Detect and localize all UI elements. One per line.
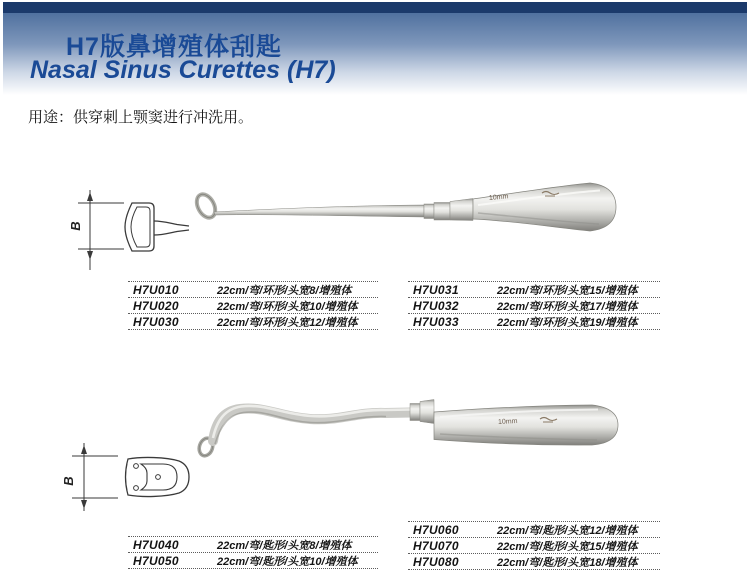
table-row: [408, 281, 660, 297]
table-row: [128, 297, 378, 313]
fork-line-bottom: [154, 230, 189, 235]
tip-hole-bottom: [134, 486, 139, 491]
catalog-code: H7U030: [133, 314, 179, 329]
instrument-photo-ring-curette: [193, 183, 616, 231]
catalog-spec: 22cm/弯/匙形/头宽12/增殖体: [497, 524, 638, 537]
catalog-spec: 22cm/弯/环形/头宽10/增殖体: [217, 300, 358, 313]
catalog-spec: 22cm/弯/匙形/头宽10/增殖体: [217, 555, 358, 568]
dimension-label: B: [61, 476, 76, 486]
header-navy-bar: [3, 2, 747, 13]
table-row: [408, 521, 660, 537]
fork-line-top: [154, 221, 189, 226]
catalog-code: H7U040: [133, 537, 179, 552]
catalog-code: H7U033: [413, 314, 459, 329]
table-row: [128, 552, 378, 568]
catalog-table-top-left: [128, 281, 378, 330]
collar-cone: [450, 199, 473, 221]
table-row: [128, 281, 378, 297]
tip-inner-slot: [141, 464, 177, 490]
page-title-chinese: H7版鼻增殖体刮匙: [66, 33, 282, 61]
table-row: [408, 313, 660, 329]
catalog-code: H7U080: [413, 554, 459, 569]
arrow-down-icon: [87, 251, 93, 260]
catalog-spec: 22cm/弯/匙形/头宽15/增殖体: [497, 540, 638, 553]
catalog-table-top-right: [408, 281, 660, 330]
dimension-drawing-spoon-tip: [72, 443, 189, 511]
catalog-code: H7U010: [133, 282, 179, 297]
table-row: [128, 536, 378, 552]
table-row: [408, 553, 660, 569]
catalog-code: H7U031: [413, 282, 459, 297]
dimension-drawing-ring-tip: [78, 190, 189, 270]
catalog-code: H7U050: [133, 553, 179, 568]
catalog-code: H7U032: [413, 298, 459, 313]
tip-inner-line: [131, 207, 150, 247]
table-row: [408, 537, 660, 553]
shaft: [213, 408, 412, 441]
collar-ring: [410, 404, 420, 421]
usage-note: 用途：供穿刺上颚窦进行冲洗用。: [28, 109, 254, 126]
tip-hole-top: [134, 464, 139, 469]
arrow-up-icon: [87, 192, 93, 201]
instrument-photo-spoon-curette: [197, 400, 618, 458]
instrument-figure-bottom: [0, 385, 750, 520]
arrow-up-icon: [81, 445, 87, 454]
handle-size-marking: 10mm: [497, 417, 518, 426]
tip-hole-middle: [156, 475, 161, 480]
shaft: [214, 205, 424, 217]
catalog-spec: 22cm/弯/匙形/头宽18/增殖体: [497, 556, 638, 569]
catalog-table-bottom-left: [128, 536, 378, 569]
catalog-spec: 22cm/弯/匙形/头宽8/增殖体: [217, 539, 352, 552]
collar-cone: [420, 400, 434, 424]
catalog-spec: 22cm/弯/环形/头宽17/增殖体: [497, 300, 638, 313]
catalog-code: H7U070: [413, 538, 459, 553]
dimension-label: B: [68, 221, 83, 231]
collar-ring-1: [424, 204, 434, 219]
table-row: [408, 297, 660, 313]
arrow-down-icon: [81, 500, 87, 509]
handle-size-marking: 10mm: [488, 193, 509, 202]
catalog-spec: 22cm/弯/环形/头宽15/增殖体: [497, 284, 638, 297]
instrument-figure-top: [0, 160, 750, 275]
catalog-code: H7U020: [133, 298, 179, 313]
catalog-spec: 22cm/弯/环形/头宽12/增殖体: [217, 316, 358, 329]
catalog-code: H7U060: [413, 522, 459, 537]
catalog-spec: 22cm/弯/环形/头宽8/增殖体: [217, 284, 352, 297]
page-title-english: Nasal Sinus Curettes (H7): [30, 56, 336, 84]
catalog-table-bottom-right: [408, 521, 660, 570]
catalog-spec: 22cm/弯/环形/头宽19/增殖体: [497, 316, 638, 329]
collar-ring-2: [434, 203, 450, 221]
table-row: [128, 313, 378, 329]
